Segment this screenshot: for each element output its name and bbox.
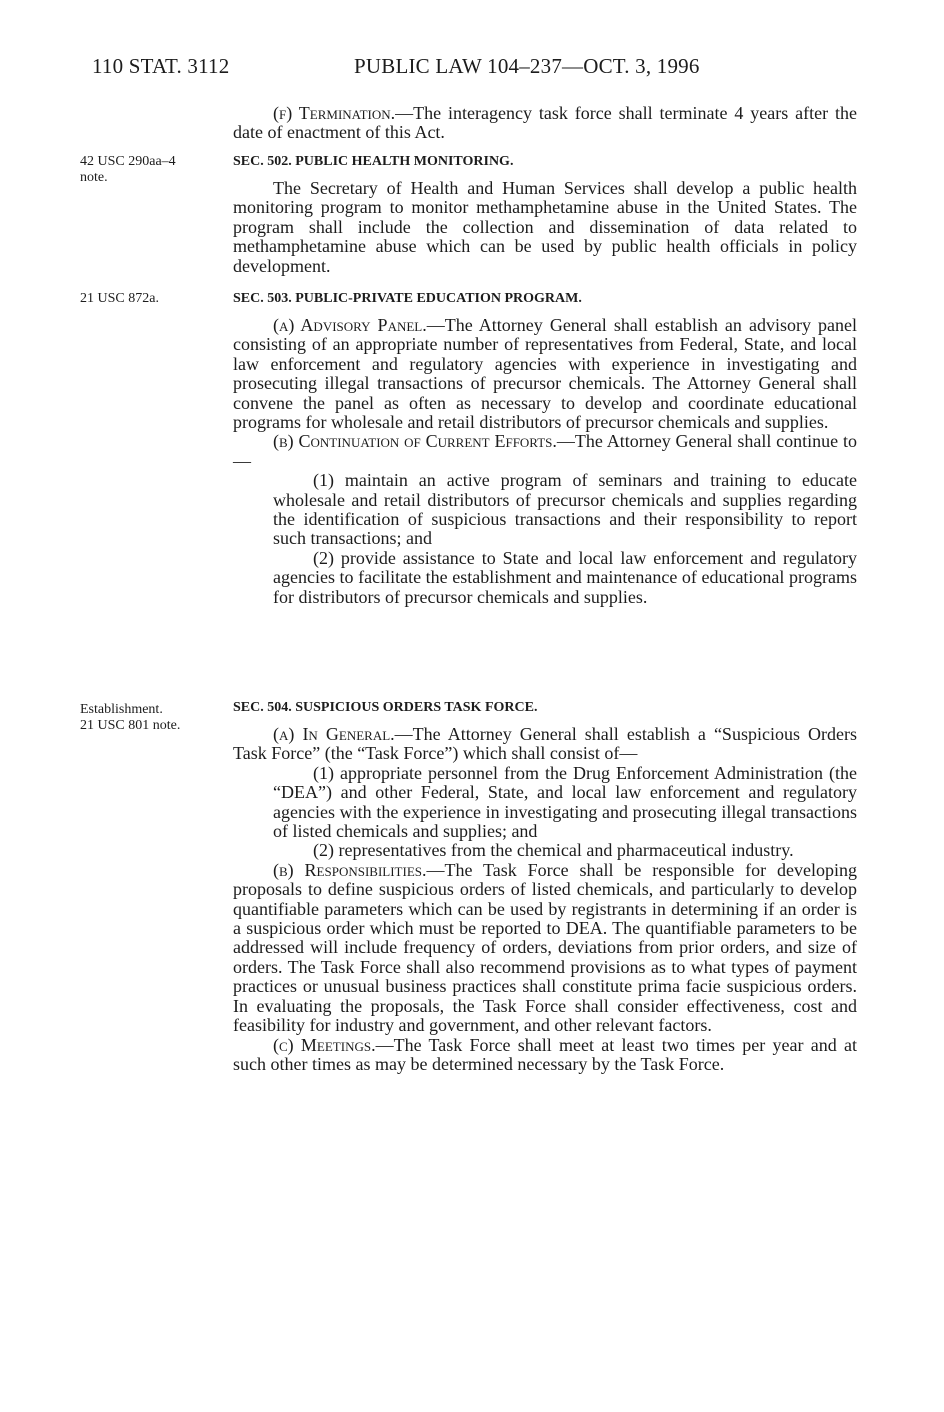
sec502-margin-line2: note. bbox=[80, 170, 108, 185]
sec503-b2-item: (2) provide assistance to State and local law enforcement and regulatory agencies to facilitate the establishment and maintenance of educational programs for distributors of precursor chemicals and supplies. bbox=[273, 547, 857, 607]
sec504-b-heading: (b) Responsibilities. bbox=[273, 859, 427, 880]
termination-heading: (f) Termination. bbox=[273, 103, 396, 123]
termination-block bbox=[233, 104, 857, 143]
sec504-b-paragraph bbox=[233, 861, 857, 1036]
sec504-a2-item: (2) representatives from the chemical and pharmaceutical industry. bbox=[313, 840, 794, 861]
sec504-a-text: —The Attorney General shall establish a “Suspicious Orders Task Force” (the “Task Force”) which shall consist of— bbox=[233, 724, 857, 764]
sec503-b-heading: (b) Continuation of Current Efforts. bbox=[273, 431, 557, 452]
sec504-b-text: —The Task Force shall be responsible for developing proposals to define suspicious orders of listed chemicals, and particularly to develop quantifiable parameters which can be used by registrants in determining if an order is a suspicious order which must be reported to DEA. The quantifiable parameters to be addressed will include frequency of orders, deviations from prior orders, and size of orders. The Task Force shall also recommend provisions as to what types of payment practices or unusual business practices shall constitute prima facie suspicious orders. In evaluating the proposals, the Task Force shall consider effectiveness, cost and feasibility for industry and government, and other relevant factors. bbox=[233, 859, 857, 1036]
sec503-margin-note: 21 USC 872a. bbox=[80, 291, 159, 306]
sec504-block bbox=[233, 698, 857, 1074]
sec504-margin-note bbox=[80, 702, 225, 734]
sec504-c-paragraph bbox=[233, 1036, 857, 1075]
sec502-margin-note bbox=[80, 154, 225, 186]
sec504-margin-line1: Establishment. bbox=[80, 702, 163, 717]
sec504-title: SEC. 504. SUSPICIOUS ORDERS TASK FORCE. bbox=[233, 700, 538, 715]
stat-citation: 110 STAT. 3112 bbox=[92, 54, 230, 78]
termination-paragraph bbox=[233, 104, 857, 143]
public-law-header: PUBLIC LAW 104–237—OCT. 3, 1996 bbox=[354, 54, 700, 78]
sec503-b-text: —The Attorney General shall continue to— bbox=[233, 431, 857, 471]
termination-text: —The interagency task force shall terminate 4 years after the date of enactment of this Act. bbox=[233, 103, 857, 143]
sec504-a-paragraph bbox=[233, 725, 857, 764]
sec503-a-text: —The Attorney General shall establish an advisory panel consisting of an appropriate number of representatives from Federal, State, and local law enforcement and regulatory agencies with experience in investigating and prosecuting illegal transactions of precursor chemicals. The Attorney General shall convene the panel as often as necessary to develop and coordinate educational programs for wholesale and retail distributors of precursor chemicals and supplies. bbox=[233, 315, 857, 433]
sec502-paragraph: The Secretary of Health and Human Services shall develop a public health monitoring program to monitor methamphetamine abuse in the United States. The program shall include the collection and dissemination of data related to methamphetamine abuse which can be used by public health officials in policy development. bbox=[233, 178, 857, 276]
sec503-b1-item: (1) maintain an active program of seminars and training to educate wholesale and retail distributors of precursor chemicals and supplies regarding the identification of suspicious transactions and their responsibility to report such transactions; and bbox=[273, 470, 857, 549]
sec503-title: SEC. 503. PUBLIC-PRIVATE EDUCATION PROGRAM. bbox=[233, 291, 582, 306]
sec503-a-paragraph bbox=[233, 316, 857, 432]
sec502-block bbox=[233, 152, 857, 276]
sec504-c-heading: (c) Meetings. bbox=[273, 1034, 376, 1055]
sec504-margin-line2: 21 USC 801 note. bbox=[80, 718, 181, 733]
sec504-a-heading: (a) In General. bbox=[273, 724, 395, 744]
sec503-a-heading: (a) Advisory Panel. bbox=[273, 315, 427, 335]
sec503-b-paragraph bbox=[233, 432, 857, 471]
sec503-block bbox=[233, 289, 857, 607]
sec502-title: SEC. 502. PUBLIC HEALTH MONITORING. bbox=[233, 154, 514, 169]
sec502-margin-line1: 42 USC 290aa–4 bbox=[80, 154, 176, 169]
sec504-c-text: —The Task Force shall meet at least two times per year and at such other times as may be determined necessary by the Task Force. bbox=[233, 1034, 857, 1074]
sec504-a-list bbox=[233, 764, 857, 861]
sec503-b-list bbox=[233, 471, 857, 607]
sec504-a1-item: (1) appropriate personnel from the Drug Enforcement Administration (the “DEA”) and other Federal, State, and local law enforcement and regulatory agencies with the experience in investigating and prosecuting illegal transactions of listed chemicals and supplies; and bbox=[273, 762, 857, 842]
